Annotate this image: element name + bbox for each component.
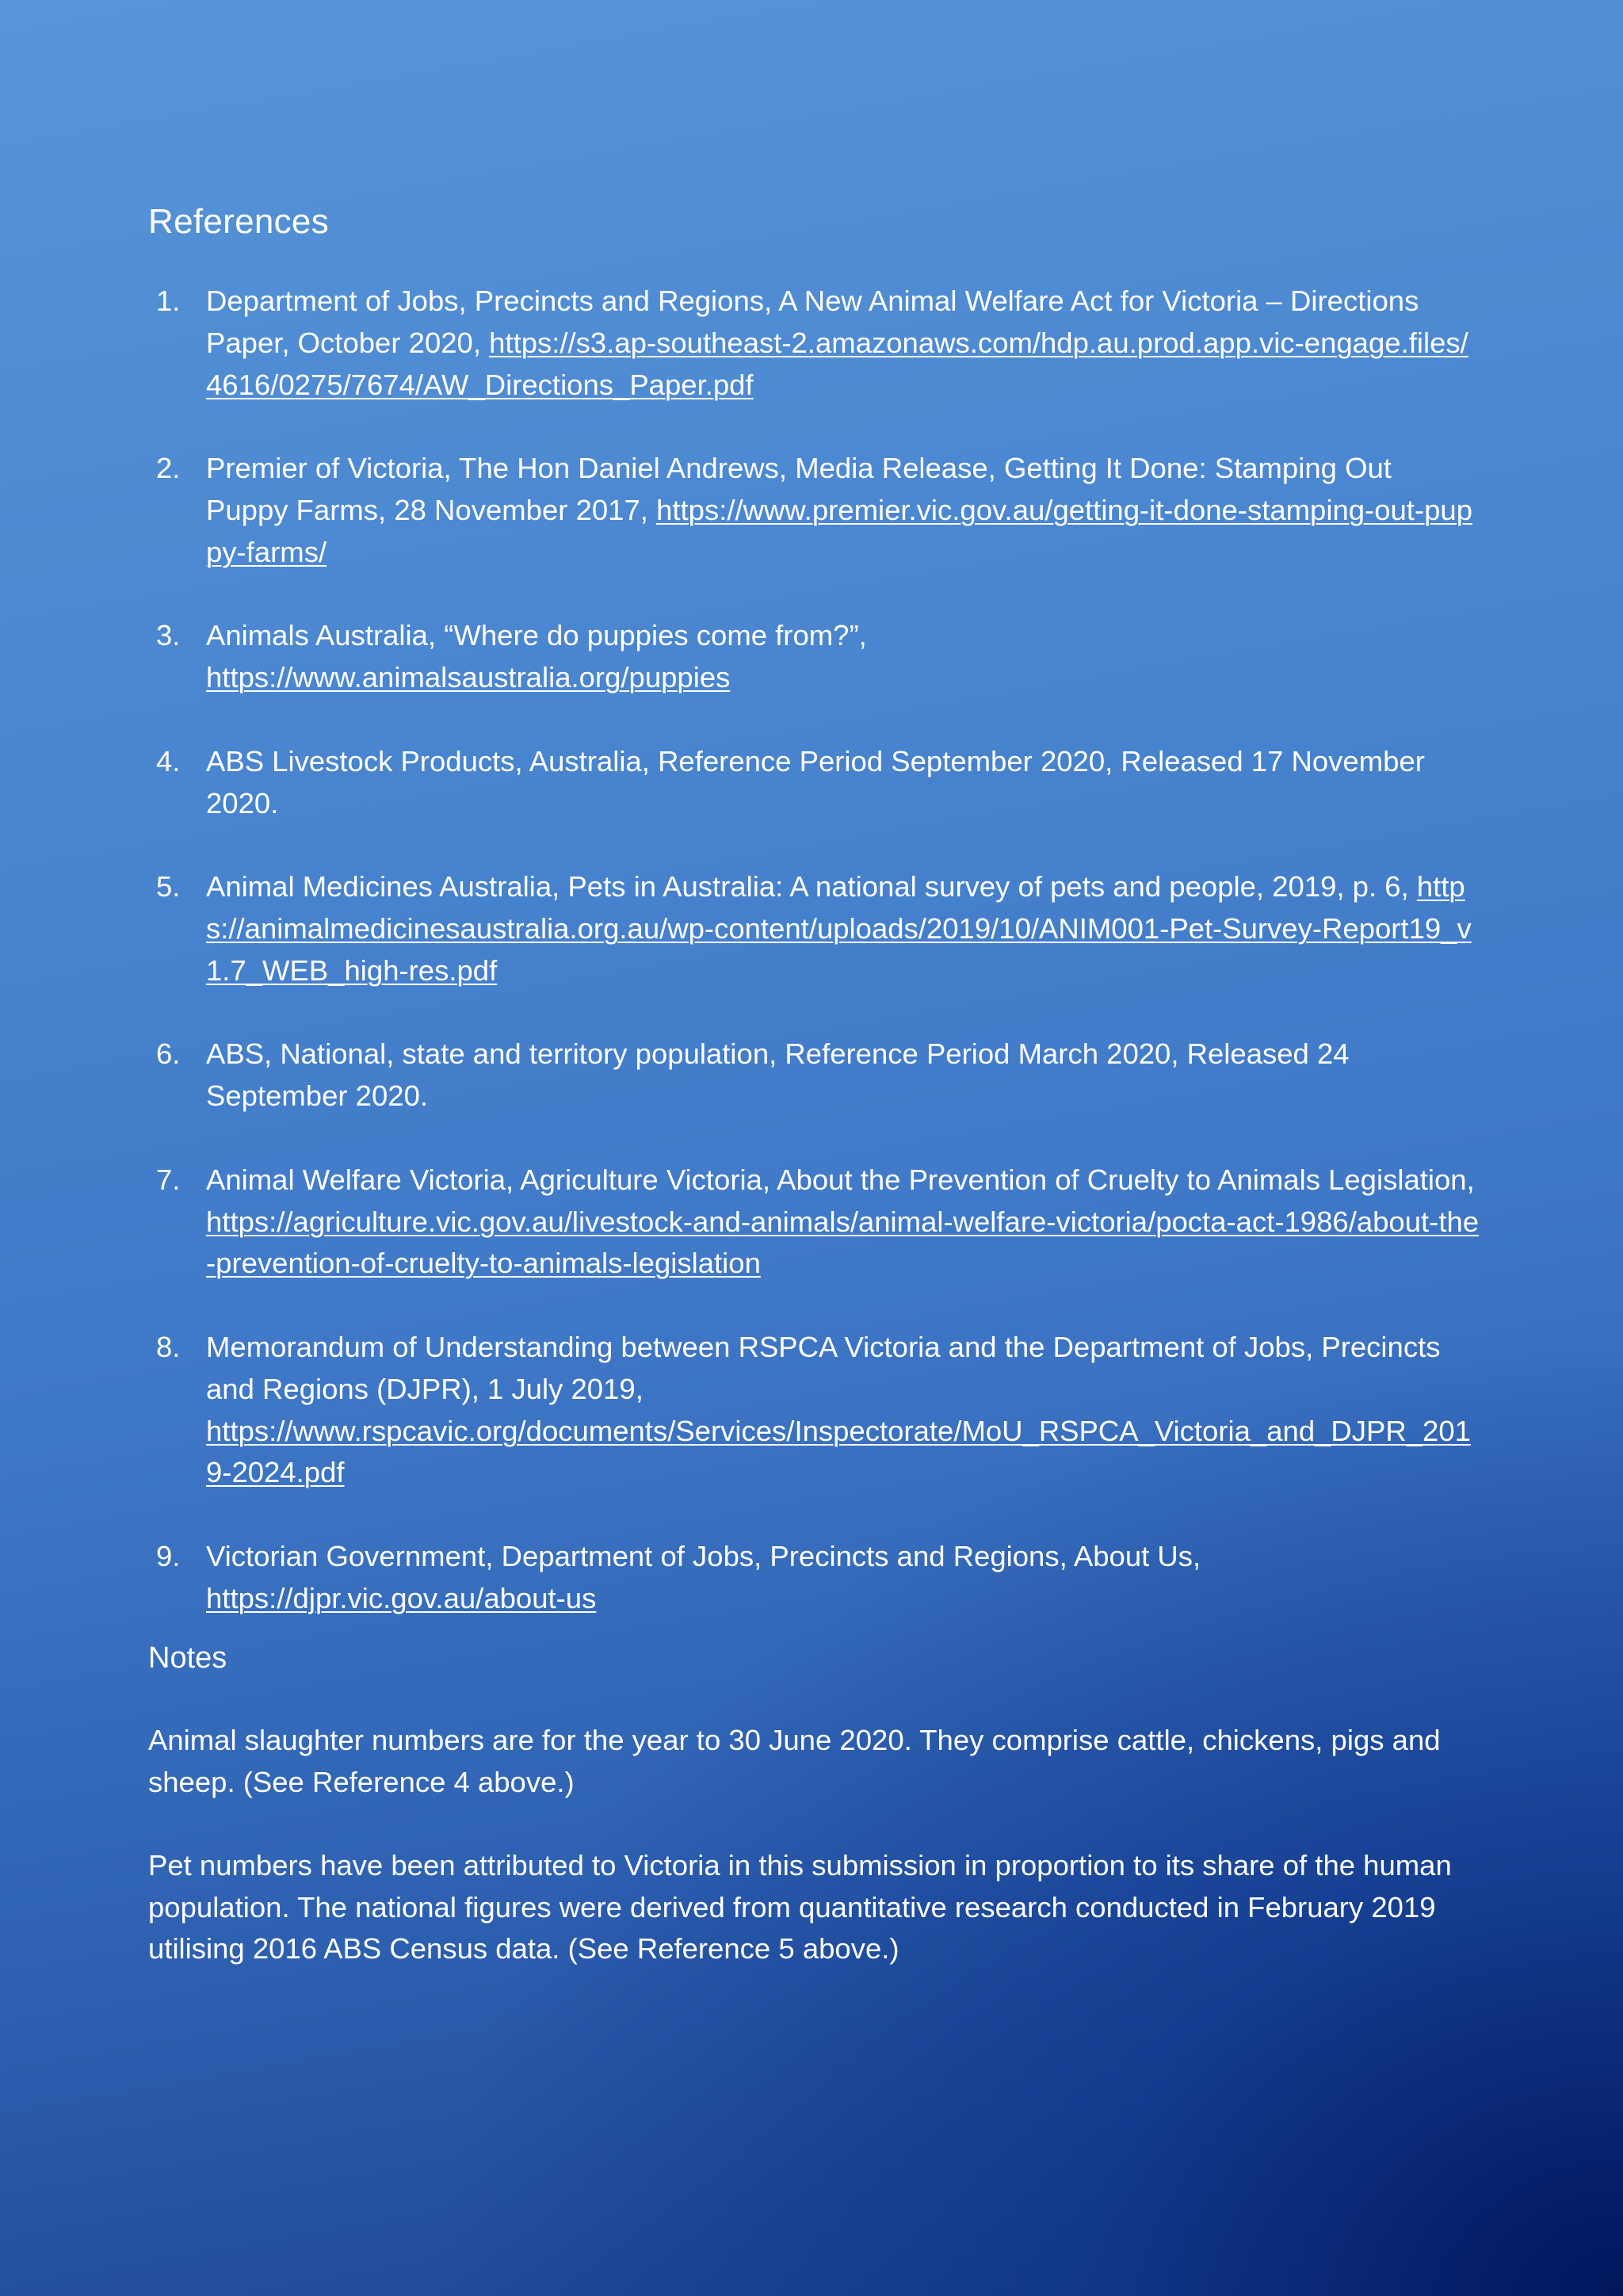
reference-item-7 (148, 1159, 1480, 1285)
reference-number: 9. (156, 1539, 181, 1572)
reference-link[interactable]: https://www.rspcavic.org/documents/Services/Inspectorate/MoU_RSPCA_Victoria_and_DJPR_2019-2024.pdf (206, 1414, 1471, 1489)
notes-paragraph: Animal slaughter numbers are for the year to 30 June 2020. They comprise cattle, chickens, pigs and sheep. (See Reference 4 above.) (148, 1724, 1441, 1799)
reference-item-4 (148, 741, 1480, 825)
reference-number: 3. (156, 619, 181, 652)
reference-link[interactable]: https://www.premier.vic.gov.au/getting-it-done-stamping-out-puppy-farms/ (206, 493, 1472, 568)
reference-item-9 (148, 1536, 1480, 1620)
reference-text: Victorian Government, Department of Jobs, Precincts and Regions, About Us, (206, 1539, 1201, 1572)
reference-item-5 (148, 866, 1480, 991)
reference-link[interactable]: https://djpr.vic.gov.au/about-us (206, 1581, 597, 1614)
references-list (148, 281, 1480, 1620)
reference-item-1 (148, 281, 1480, 406)
reference-number: 7. (156, 1163, 181, 1196)
reference-link[interactable]: https://animalmedicinesaustralia.org.au/wp-content/uploads/2019/10/ANIM001-Pet-Survey-Report19_v1.7_WEB_high-res.pdf (206, 870, 1472, 987)
reference-number: 8. (156, 1330, 181, 1363)
notes-heading: Notes (148, 1641, 227, 1675)
reference-text: Animal Medicines Australia, Pets in Australia: A national survey of pets and people, 2019, p. 6, (206, 870, 1417, 904)
reference-item-8 (148, 1327, 1480, 1494)
document-page (148, 197, 1480, 1970)
reference-text: ABS, National, state and territory population, Reference Period March 2020, Released 24 September 2020. (206, 1037, 1350, 1113)
notes-paragraph: Pet numbers have been attributed to Victoria in this submission in proportion to its share of the human population. The national figures were derived from quantitative research conducted in February 2019 utilising 2016 ABS Census data. (See Reference 5 above.) (148, 1848, 1452, 1966)
reference-number: 5. (156, 870, 181, 904)
reference-text: Premier of Victoria, The Hon Daniel Andrews, Media Release, Getting It Done: Stamping Out Puppy Farms, 28 November 2017, (206, 452, 1392, 526)
reference-number: 1. (156, 285, 181, 317)
reference-number: 6. (156, 1037, 181, 1071)
reference-text: ABS Livestock Products, Australia, Reference Period September 2020, Released 17 November 2020. (206, 744, 1425, 819)
reference-text: Department of Jobs, Precincts and Regions, A New Animal Welfare Act for Victoria – Directions Paper, October 2020, (206, 285, 1419, 359)
reference-item-2 (148, 448, 1480, 573)
reference-text: Animals Australia, “Where do puppies come from?”, (206, 619, 867, 652)
reference-text: Memorandum of Understanding between RSPCA Victoria and the Department of Jobs, Precincts and Regions (DJPR), 1 July 2019, (206, 1330, 1441, 1405)
reference-number: 2. (156, 452, 181, 485)
reference-link[interactable]: https://agriculture.vic.gov.au/livestock-and-animals/animal-welfare-victoria/pocta-act-1986/about-the-prevention-of-cruelty-to-animals-legislation (206, 1205, 1480, 1280)
reference-item-3 (148, 615, 1480, 699)
reference-link[interactable]: https://s3.ap-southeast-2.amazonaws.com/hdp.au.prod.app.vic-engage.files/4616/0275/7674/AW_Directions_Paper.pdf (206, 326, 1468, 401)
reference-number: 4. (156, 744, 181, 777)
reference-text: Animal Welfare Victoria, Agriculture Victoria, About the Prevention of Cruelty to Animals Legislation, (206, 1163, 1475, 1196)
references-heading: References (148, 202, 330, 241)
notes-section (148, 1637, 1480, 1970)
reference-item-6 (148, 1033, 1480, 1117)
reference-link[interactable]: https://www.animalsaustralia.org/puppies (206, 661, 731, 694)
